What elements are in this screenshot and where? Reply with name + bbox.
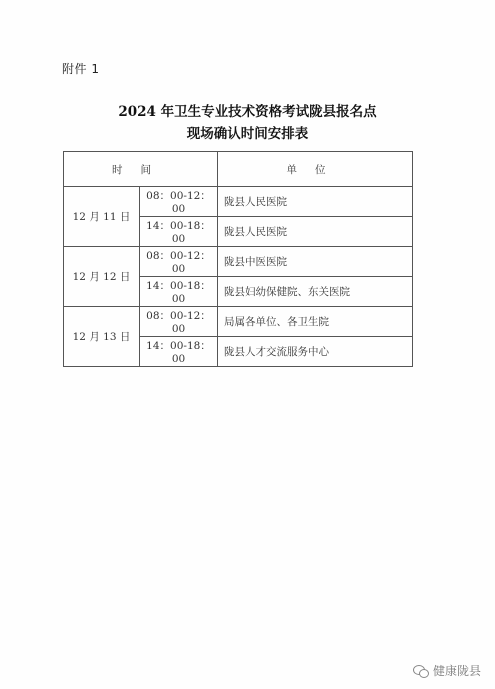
document-title: 2024 年卫生专业技术资格考试陇县报名点 <box>118 104 377 120</box>
header-unit: 单位 <box>218 152 413 187</box>
table-row <box>64 187 413 217</box>
attachment-label: 附件 1 <box>62 62 100 76</box>
unit-cell: 陇县妇幼保健院、东关医院 <box>218 277 413 307</box>
unit-cell: 陇县人民医院 <box>218 187 413 217</box>
watermark-text: 健康陇县 <box>432 664 481 678</box>
time-cell: 08：00-12：00 <box>140 307 218 337</box>
unit-cell: 陇县中医医院 <box>218 247 413 277</box>
time-cell: 14：00-18：00 <box>140 217 218 247</box>
document-subtitle: 现场确认时间安排表 <box>186 126 309 142</box>
header-time: 时间 <box>64 152 218 187</box>
date-cell: 12 月 11 日 <box>64 187 140 247</box>
wechat-icon <box>413 664 429 678</box>
table-header-row <box>64 152 413 187</box>
schedule-table <box>63 151 413 367</box>
watermark <box>413 662 481 679</box>
table-row <box>64 307 413 337</box>
unit-cell: 陇县人民医院 <box>218 217 413 247</box>
time-cell: 08：00-12：00 <box>140 187 218 217</box>
time-cell: 14：00-18：00 <box>140 337 218 367</box>
table-row <box>64 247 413 277</box>
unit-cell: 局属各单位、各卫生院 <box>218 307 413 337</box>
time-cell: 08：00-12：00 <box>140 247 218 277</box>
unit-cell: 陇县人才交流服务中心 <box>218 337 413 367</box>
time-cell: 14：00-18：00 <box>140 277 218 307</box>
date-cell: 12 月 12 日 <box>64 247 140 307</box>
date-cell: 12 月 13 日 <box>64 307 140 367</box>
